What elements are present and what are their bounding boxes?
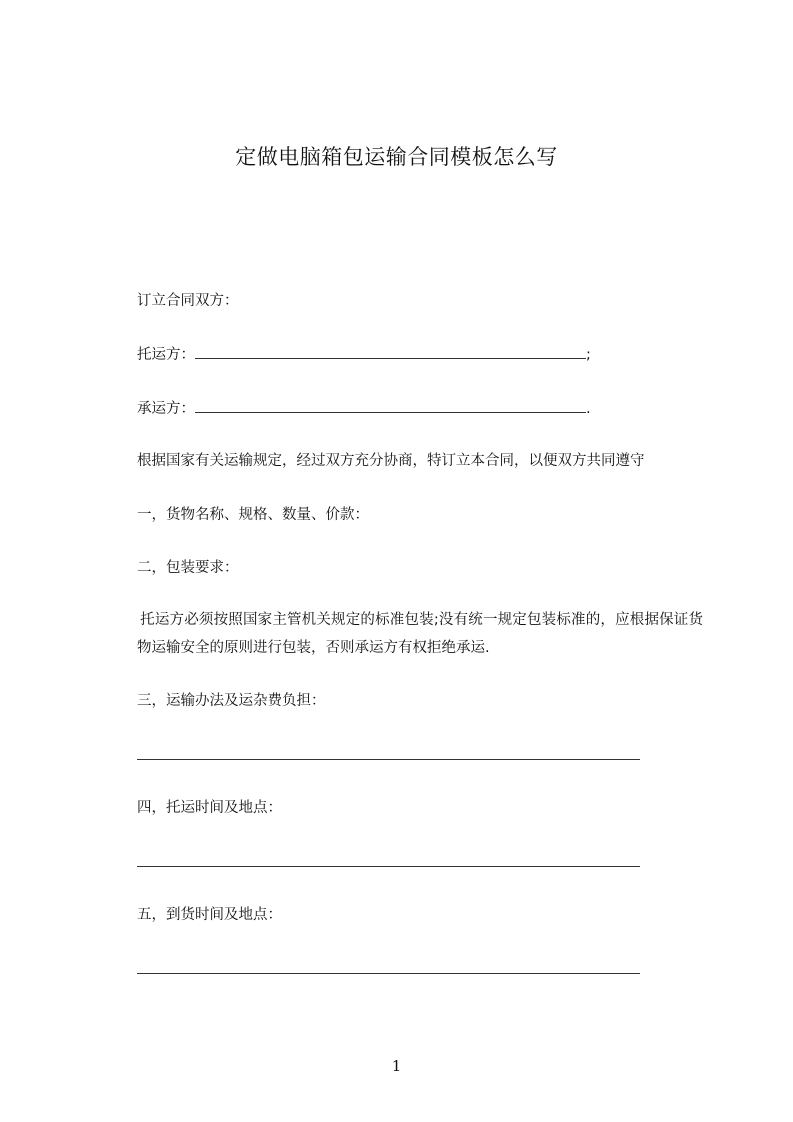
shipper-label: 托运方：: [137, 347, 195, 363]
page-number: 1: [391, 1057, 402, 1075]
section-4-blank-line: [137, 866, 640, 867]
preamble: 根据国家有关运输规定，经过双方充分协商，特订立本合同，以便双方共同遵守: [137, 453, 645, 469]
section-2-heading: 二，包装要求：: [137, 560, 239, 576]
shipper-suffix: ;: [586, 347, 591, 363]
parties-heading: 订立合同双方：: [137, 293, 239, 309]
carrier-line: [137, 398, 591, 419]
section-4-heading: 四，托运时间及地点：: [137, 800, 282, 816]
carrier-blank: [195, 398, 586, 413]
section-5-blank-line: [137, 973, 640, 974]
document-title: 定做电脑箱包运输合同模板怎么写: [235, 145, 558, 169]
carrier-suffix: .: [586, 401, 591, 417]
section-2-body: [137, 606, 703, 662]
section-3-blank-line: [137, 759, 640, 760]
section-1-heading: 一，货物名称、规格、数量、价款：: [137, 507, 369, 523]
shipper-blank: [195, 344, 586, 359]
shipper-line: [137, 344, 591, 365]
section-5-heading: 五，到货时间及地点：: [137, 907, 282, 923]
carrier-label: 承运方：: [137, 401, 195, 417]
section-3-heading: 三，运输办法及运杂费负担：: [137, 693, 326, 709]
section-2-body-text: 托运方必须按照国家主管机关规定的标准包装;没有统一规定包装标准的，应根据保证货物运输安全的原则进行包装，否则承运方有权拒绝承运.: [137, 612, 703, 656]
